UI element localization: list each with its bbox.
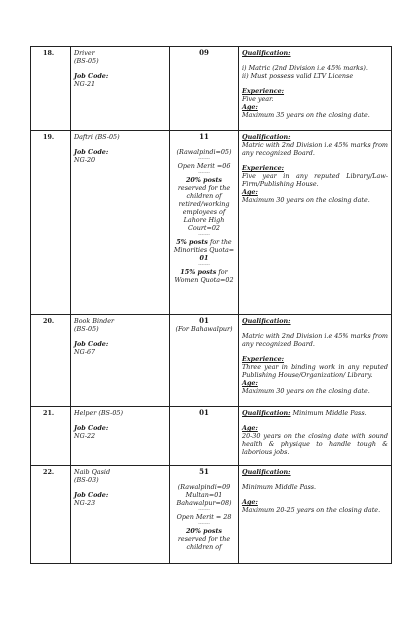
requirements-cell — [239, 466, 392, 564]
post-cell — [71, 47, 170, 131]
posts-count: 11 — [199, 132, 209, 141]
table-row — [31, 407, 392, 466]
post-cell — [71, 407, 170, 466]
post-title: Naib Qasid — [74, 468, 111, 476]
qualification-text: Minimum Middle Pass. — [242, 483, 317, 491]
age-text: Maximum 20-25 years on the closing date. — [242, 506, 381, 514]
quota-employees-text: reserved for the children of — [177, 535, 231, 551]
job-code: NG-23 — [74, 499, 96, 507]
table-row — [31, 315, 392, 407]
age-text: Maximum 30 years on the closing date. — [242, 196, 370, 204]
posts-cell — [170, 407, 239, 466]
separator: ------- — [198, 170, 210, 176]
age-text: 20-30 years on the closing date with sound health & physique to handle tough & laborious jobs. — [242, 432, 388, 456]
age-text: Maximum 35 years on the closing date. — [242, 111, 370, 119]
table-row — [31, 466, 392, 564]
quota-women-text: for Women Quota=02 — [174, 268, 234, 284]
qualification-label: Qualification: — [242, 468, 291, 476]
age-label: Age: — [242, 379, 258, 387]
requirements-cell — [239, 315, 392, 407]
qualification-text: Matric with 2nd Division i.e 45% marks from any recognized Board. — [242, 141, 388, 157]
quota-employees-title: 20% posts — [185, 527, 223, 535]
qualification-label: Qualification: — [242, 317, 291, 325]
quota-women-title: 15% posts — [180, 268, 217, 276]
age-label: Age: — [242, 498, 258, 506]
post-cell — [71, 131, 170, 315]
post-title: Driver — [74, 49, 95, 57]
posts-count: 01 — [199, 316, 209, 325]
age-label: Age: — [242, 103, 258, 111]
post-cell — [71, 466, 170, 564]
quota-employees-text: reserved for the children of retired/working employees of Lahore High Court=02 — [177, 184, 231, 232]
posts-cell — [170, 131, 239, 315]
age-label: Age: — [242, 424, 258, 432]
quota-minorities-count: 01 — [199, 254, 209, 262]
age-text: Maximum 30 years on the closing date. — [242, 387, 370, 395]
quota-minorities-title: 5% posts — [176, 238, 208, 246]
separator: ------- — [198, 156, 210, 162]
experience-label: Experience: — [242, 355, 285, 363]
post-cell — [71, 315, 170, 407]
post-scale: (BS-05) — [74, 57, 99, 65]
qualification-text: Minimum Middle Pass. — [292, 409, 367, 417]
job-code-label: Job Code: — [74, 424, 109, 432]
qualification-text: Matric with 2nd Division i.e 45% marks from any recognized Board. — [242, 332, 388, 348]
qualification-label: Qualification: — [242, 49, 291, 57]
job-code: NG-22 — [74, 432, 96, 440]
posts-cell — [170, 466, 239, 564]
requirements-cell — [239, 131, 392, 315]
posts-cell — [170, 315, 239, 407]
row-number: 18. — [31, 47, 71, 131]
posts-count: 01 — [199, 408, 209, 417]
jobs-table — [30, 46, 392, 564]
post-scale: (BS-03) — [74, 476, 99, 484]
posts-cell — [170, 47, 239, 131]
post-title: Daftri (BS-05) — [74, 133, 120, 141]
quota-regions: (Rawalpindi=09 Multan=01 Bahawalpur=08) — [176, 483, 232, 507]
qualification-item: i) Matric (2nd Division i.e 45% marks). — [242, 64, 368, 72]
table-row — [31, 47, 392, 131]
qualification-item: ii) Must possess valid LTV License — [242, 72, 354, 80]
job-code-label: Job Code: — [74, 148, 109, 156]
row-number: 19. — [31, 131, 71, 315]
quota-bahawalpur: (For Bahawalpur) — [175, 325, 233, 333]
quota-open-merit: Open Merit = 28 — [176, 513, 232, 521]
posts-count: 51 — [199, 467, 209, 476]
separator: ------- — [198, 521, 210, 527]
row-number: 21. — [31, 407, 71, 466]
quota-minorities-text: for the Minorities Quota= — [173, 238, 235, 254]
experience-text: Five year in any reputed Library/Law-Firm/Publishing House. — [242, 172, 388, 188]
experience-text: Three year in binding work in any reputed Publishing House/Organization/ Library. — [242, 363, 388, 379]
job-code: NG-21 — [74, 80, 96, 88]
post-title: Book Binder — [74, 317, 115, 325]
row-number: 20. — [31, 315, 71, 407]
job-code: NG-67 — [74, 348, 96, 356]
qualification-label: Qualification: — [242, 133, 291, 141]
row-number: 22. — [31, 466, 71, 564]
quota-open-merit: Open Merit =06 — [177, 162, 231, 170]
job-code-label: Job Code: — [74, 491, 109, 499]
quota-employees-title: 20% posts — [185, 176, 223, 184]
age-label: Age: — [242, 188, 258, 196]
post-scale: (BS-05) — [74, 325, 99, 333]
experience-text: Five year. — [242, 95, 274, 103]
qualification-label: Qualification: — [242, 409, 291, 417]
experience-label: Experience: — [242, 164, 285, 172]
separator: ------- — [198, 262, 210, 268]
table-row — [31, 131, 392, 315]
experience-label: Experience: — [242, 87, 285, 95]
separator: ------- — [198, 507, 210, 513]
requirements-cell — [239, 407, 392, 466]
requirements-cell — [239, 47, 392, 131]
posts-count: 09 — [199, 48, 209, 57]
job-code: NG-20 — [74, 156, 96, 164]
post-title: Helper (BS-05) — [74, 409, 123, 417]
job-code-label: Job Code: — [74, 340, 109, 348]
separator: ------- — [198, 232, 210, 238]
quota-rawalpindi: (Rawalpindi=05) — [176, 148, 232, 156]
job-code-label: Job Code: — [74, 72, 109, 80]
